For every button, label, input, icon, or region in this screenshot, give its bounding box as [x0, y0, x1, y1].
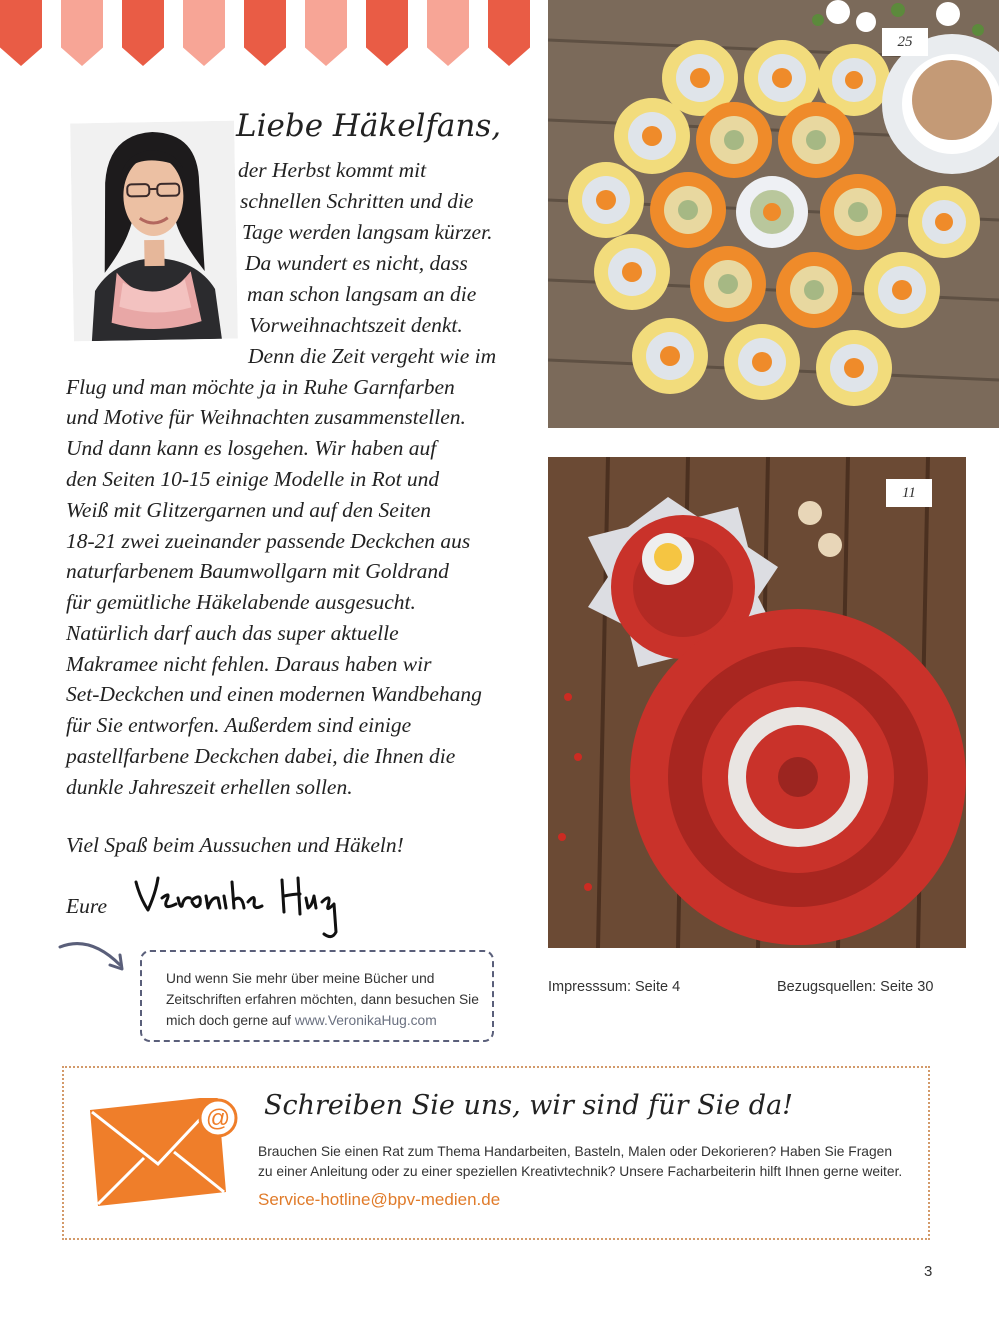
page-number: 3 — [924, 1263, 933, 1280]
letter-line: Weiß mit Glitzergarnen und auf den Seiten — [66, 498, 432, 522]
author-portrait — [70, 121, 238, 342]
letter-greeting: Liebe Häkelfans, — [236, 108, 502, 144]
pennant — [122, 0, 164, 66]
contact-title: Schreiben Sie uns, wir sind für Sie da! — [264, 1090, 794, 1121]
svg-text:@: @ — [205, 1105, 231, 1132]
contact-box — [62, 1066, 930, 1240]
pennant — [244, 0, 286, 66]
info-line: Zeitschriften erfahren möchten, dann besuchen Sie — [166, 992, 479, 1007]
pennant — [427, 0, 469, 66]
contact-line: Brauchen Sie einen Rat zum Thema Handarbeiten, Basteln, Malen oder Dekorieren? Haben Sie Fragen — [258, 1144, 893, 1159]
info-box — [140, 950, 494, 1042]
bezugsquellen-reference: Bezugsquellen: Seite 30 — [777, 979, 934, 995]
pennant — [305, 0, 347, 66]
photo-autumn-doily — [548, 0, 999, 428]
letter-line: pastellfarbene Deckchen dabei, die Ihnen die — [66, 744, 456, 768]
contact-line: zu einer Anleitung oder zu einer speziellen Kreativtechnik? Unsere Facharbeiterin hilft Ihnen gerne weiter. — [258, 1164, 903, 1179]
letter-line: Set-Deckchen und einen modernen Wandbehang — [66, 682, 482, 706]
page-badge: 25 — [882, 28, 928, 56]
letter-line: der Herbst kommt mit — [238, 158, 427, 182]
letter-line: Flug und man möchte ja in Ruhe Garnfarben — [66, 375, 455, 399]
info-line-prefix: mich doch gerne auf — [166, 1013, 295, 1028]
pennant — [183, 0, 225, 66]
letter-line: und Motive für Weihnachten zusammenstellen. — [66, 405, 466, 429]
photo-christmas-doilies — [548, 457, 966, 948]
contact-text — [258, 1142, 918, 1182]
page-badge: 11 — [886, 479, 932, 507]
letter-line: Denn die Zeit vergeht wie im — [248, 344, 497, 368]
letter-line: schnellen Schritten und die — [240, 189, 474, 213]
letter-line: Natürlich darf auch das super aktuelle — [66, 621, 399, 645]
letter-line: man schon langsam an die — [247, 282, 477, 306]
letter-line: den Seiten 10-15 einige Modelle in Rot und — [66, 467, 440, 491]
pennant — [488, 0, 530, 66]
letter-line: dunkle Jahreszeit erhellen sollen. — [66, 775, 353, 799]
letter-closing: Eure — [66, 894, 107, 918]
impressum-reference: Impresssum: Seite 4 — [548, 979, 681, 995]
pennant — [0, 0, 42, 66]
arrow-icon — [56, 935, 132, 977]
envelope-icon — [84, 1098, 244, 1208]
hotline-email-link[interactable]: Service-hotline@bpv-medien.de — [258, 1190, 501, 1209]
letter-signoff: Viel Spaß beim Aussuchen und Häkeln! — [66, 833, 404, 857]
letter-line: Vorweihnachtszeit denkt. — [249, 313, 463, 337]
letter-line: Tage werden langsam kürzer. — [242, 220, 493, 244]
letter-line: Da wundert es nicht, dass — [245, 251, 468, 275]
info-line — [166, 1010, 482, 1031]
letter-line: für Sie entworfen. Außerdem sind einige — [66, 713, 412, 737]
letter-line: naturfarbenem Baumwollgarn mit Goldrand — [66, 559, 449, 583]
website-link[interactable]: www.VeronikaHug.com — [294, 1013, 437, 1028]
letter-line: 18-21 zwei zueinander passende Deckchen aus — [66, 529, 471, 553]
pennant — [61, 0, 103, 66]
pennant — [366, 0, 408, 66]
pennant-banner — [0, 0, 540, 70]
letter-line: Makramee nicht fehlen. Daraus haben wir — [66, 652, 432, 676]
letter-line: für gemütliche Häkelabende ausgesucht. — [66, 590, 416, 614]
letter-line: Und dann kann es losgehen. Wir haben auf — [66, 436, 437, 460]
signature-image — [128, 868, 348, 948]
info-line: Und wenn Sie mehr über meine Bücher und — [166, 971, 435, 986]
